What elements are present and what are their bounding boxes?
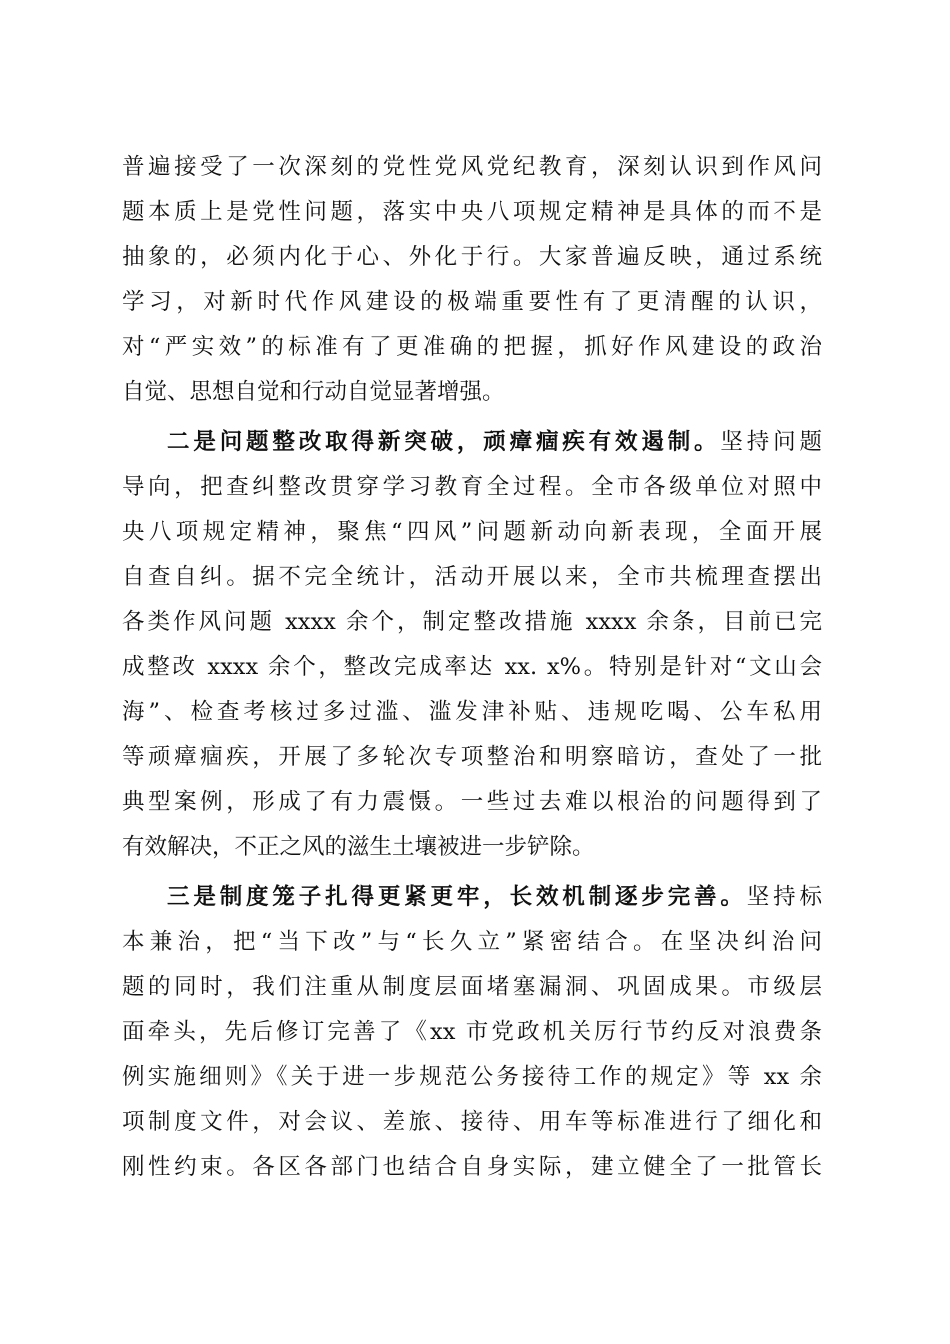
text-line: 抽象的，必须内化于心、外化于行。大家普遍反映，通过系统 <box>122 244 822 270</box>
text-line: 项制度文件，对会议、差旅、接待、用车等标准进行了细化和 <box>122 1109 822 1135</box>
paragraph-study-results <box>122 145 822 415</box>
text-line-first <box>122 875 822 920</box>
text-line: 自觉、思想自觉和行动自觉显著增强。 <box>122 379 505 405</box>
text-line: 有效解决，不正之风的滋生土壤被进一步铲除。 <box>122 834 595 860</box>
text-line: 典型案例，形成了有力震慑。一些过去难以根治的问题得到了 <box>122 789 822 815</box>
text-line: 题的同时，我们注重从制度层面堵塞漏洞、巩固成果。市级层 <box>122 974 822 1000</box>
text-line: 面牵头，先后修订完善了《xx 市党政机关厉行节约反对浪费条 <box>122 1019 822 1045</box>
paragraph-rectification <box>122 420 822 870</box>
paragraph-institutions <box>122 875 822 1190</box>
text-line: 刚性约束。各区各部门也结合自身实际，建立健全了一批管长 <box>122 1154 822 1180</box>
text-line: 本兼治，把“当下改”与“长久立”紧密结合。在坚决纠治问 <box>122 929 822 955</box>
text-line: 央八项规定精神，聚焦“四风”问题新动向新表现，全面开展 <box>122 519 822 545</box>
text-line: 题本质上是党性问题，落实中央八项规定精神是具体的而不是 <box>122 199 822 225</box>
text-run: 坚持标 <box>746 884 822 910</box>
text-line: 导向，把查纠整改贯穿学习教育全过程。全市各级单位对照中 <box>122 474 822 500</box>
document-body <box>122 145 822 1190</box>
text-line: 学习，对新时代作风建设的极端重要性有了更清醒的认识， <box>122 289 822 315</box>
text-line: 自查自纠。据不完全统计，活动开展以来，全市共梳理查摆出 <box>122 564 822 590</box>
text-line: 例实施细则》《关于进一步规范公务接待工作的规定》等 xx 余 <box>122 1064 822 1090</box>
text-line: 对“严实效”的标准有了更准确的把握，抓好作风建设的政治 <box>122 334 822 360</box>
text-line: 普遍接受了一次深刻的党性党风党纪教育，深刻认识到作风问 <box>122 154 822 180</box>
text-line: 海”、检查考核过多过滥、滥发津补贴、违规吃喝、公车私用 <box>122 699 822 725</box>
text-line: 各类作风问题 xxxx 余个，制定整改措施 xxxx 余条，目前已完 <box>122 609 822 635</box>
text-line: 成整改 xxxx 余个，整改完成率达 xx. x%。特别是针对“文山会 <box>122 654 822 680</box>
text-line: 等顽瘴痼疾，开展了多轮次专项整治和明察暗访，查处了一批 <box>122 744 822 770</box>
text-run: 坚持问题 <box>720 429 822 455</box>
paragraph-heading: 二是问题整改取得新突破，顽瘴痼疾有效遏制。 <box>167 429 721 455</box>
text-line-first <box>122 420 822 465</box>
paragraph-heading: 三是制度笼子扎得更紧更牢，长效机制逐步完善。 <box>167 884 747 910</box>
